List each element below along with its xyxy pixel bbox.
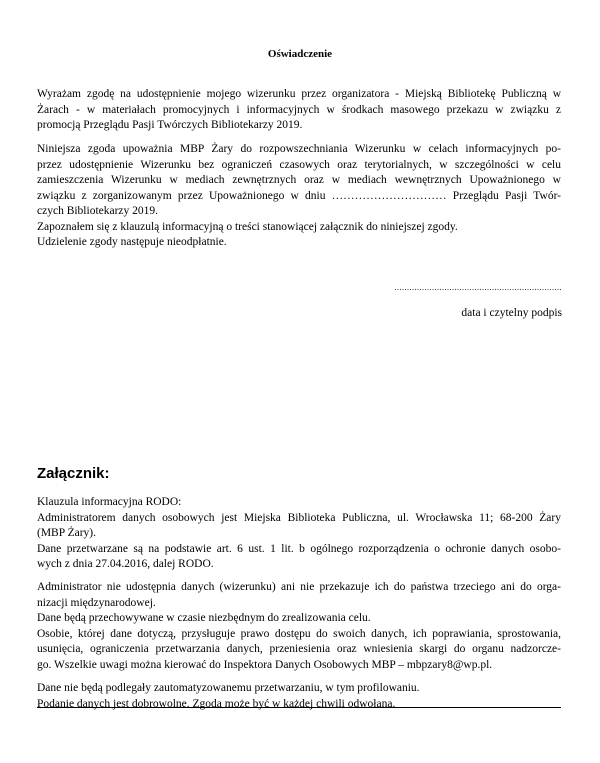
text-line: czych Bibliotekarzy 2019.: [37, 205, 159, 217]
attachment-heading: Załącznik:: [37, 465, 110, 482]
text-line: zamieszczenia Wizerunku w mediach zewnętrznych oraz w mediach wewnętrznych Upoważnionego w: [37, 174, 561, 186]
text-line: wych z dnia 27.04.2016, dalej RODO.: [37, 558, 214, 570]
text-line: Osobie, której dane dotyczą, przysługuje prawo dostępu do swoich danych, ich poprawiania, sprostowania,: [37, 627, 561, 640]
text-line: Podanie danych jest dobrowolne. Zgoda może być w każdej chwili odwołana.: [37, 697, 396, 710]
text-line: Klauzula informacyjna RODO:: [37, 496, 182, 508]
document-title: Oświadczenie: [267, 48, 333, 60]
text-line: Dane będą przechowywane w czasie niezbędnym do zrealizowania celu.: [37, 612, 371, 624]
text-line: promocją Przeglądu Pasji Twórczych Bibliotekarzy 2019.: [37, 119, 303, 131]
text-line: przez udostępnienie Wizerunku bez ograniczeń czasowych oraz terytorialnych, w szczególności w celu: [37, 158, 561, 171]
rodo-clause-block-1: [37, 495, 561, 573]
text-line: nizacji międzynarodowej.: [37, 596, 156, 609]
text-line: usunięcia, ograniczenia przetwarzania danych, przeniesienia oraz wniesienia skargi do organu nadzorcze-: [37, 643, 561, 655]
consent-paragraph-1: [37, 87, 561, 134]
text-line: Administratorem danych osobowych jest Miejska Biblioteka Publiczna, ul. Wrocławska 11; 68-200 Żary: [37, 511, 561, 524]
text-line: Dane nie będą podlegały zautomatyzowanemu przetwarzaniu, w tym profilowaniu.: [37, 682, 420, 694]
text-line: Zapoznałem się z klauzulą informacyjną o treści stanowiącej załącznik do niniejszej zgody.: [37, 220, 458, 233]
text-line: Dane przetwarzane są na podstawie art. 6 ust. 1 lit. b ogólnego rozporządzenia o ochronie danych osobo-: [37, 542, 561, 555]
consent-paragraph-2: [37, 142, 561, 251]
text-line: Niniejsza zgoda upoważnia MBP Żary do rozpowszechniania Wizerunku w celach informacyjnych po-: [37, 143, 561, 155]
text-line: (MBP Żary).: [37, 527, 96, 539]
text-line: Żarach - w materiałach promocyjnych i informacyjnych w środkach masowego przekazu w związku z: [37, 103, 561, 116]
text-line: Administrator nie udostępnia danych (wizerunku) ani nie przekazuje ich do państwa trzeciego ani do orga-: [37, 581, 561, 593]
text-line: go. Wszelkie uwagi można kierować do Inspektora Danych Osobowych MBP – mbpzary8@wp.pl.: [37, 658, 493, 671]
bottom-rule: [37, 707, 561, 708]
rodo-clause-block-2: [37, 580, 561, 673]
signature-label: data i czytelny podpis: [461, 307, 562, 319]
text-line: związku z zorganizowanym przez Upoważnionego w dniu ………………………… Przeglądu Pasji Twór-: [37, 189, 561, 202]
text-line: Wyrażam zgodę na udostępnienie mojego wizerunku przez organizatora - Miejską Bibliotekę Publiczną w: [37, 88, 561, 100]
text-line: Udzielenie zgody następuje nieodpłatnie.: [37, 236, 227, 248]
signature-line: ...................................................................: [394, 283, 562, 292]
